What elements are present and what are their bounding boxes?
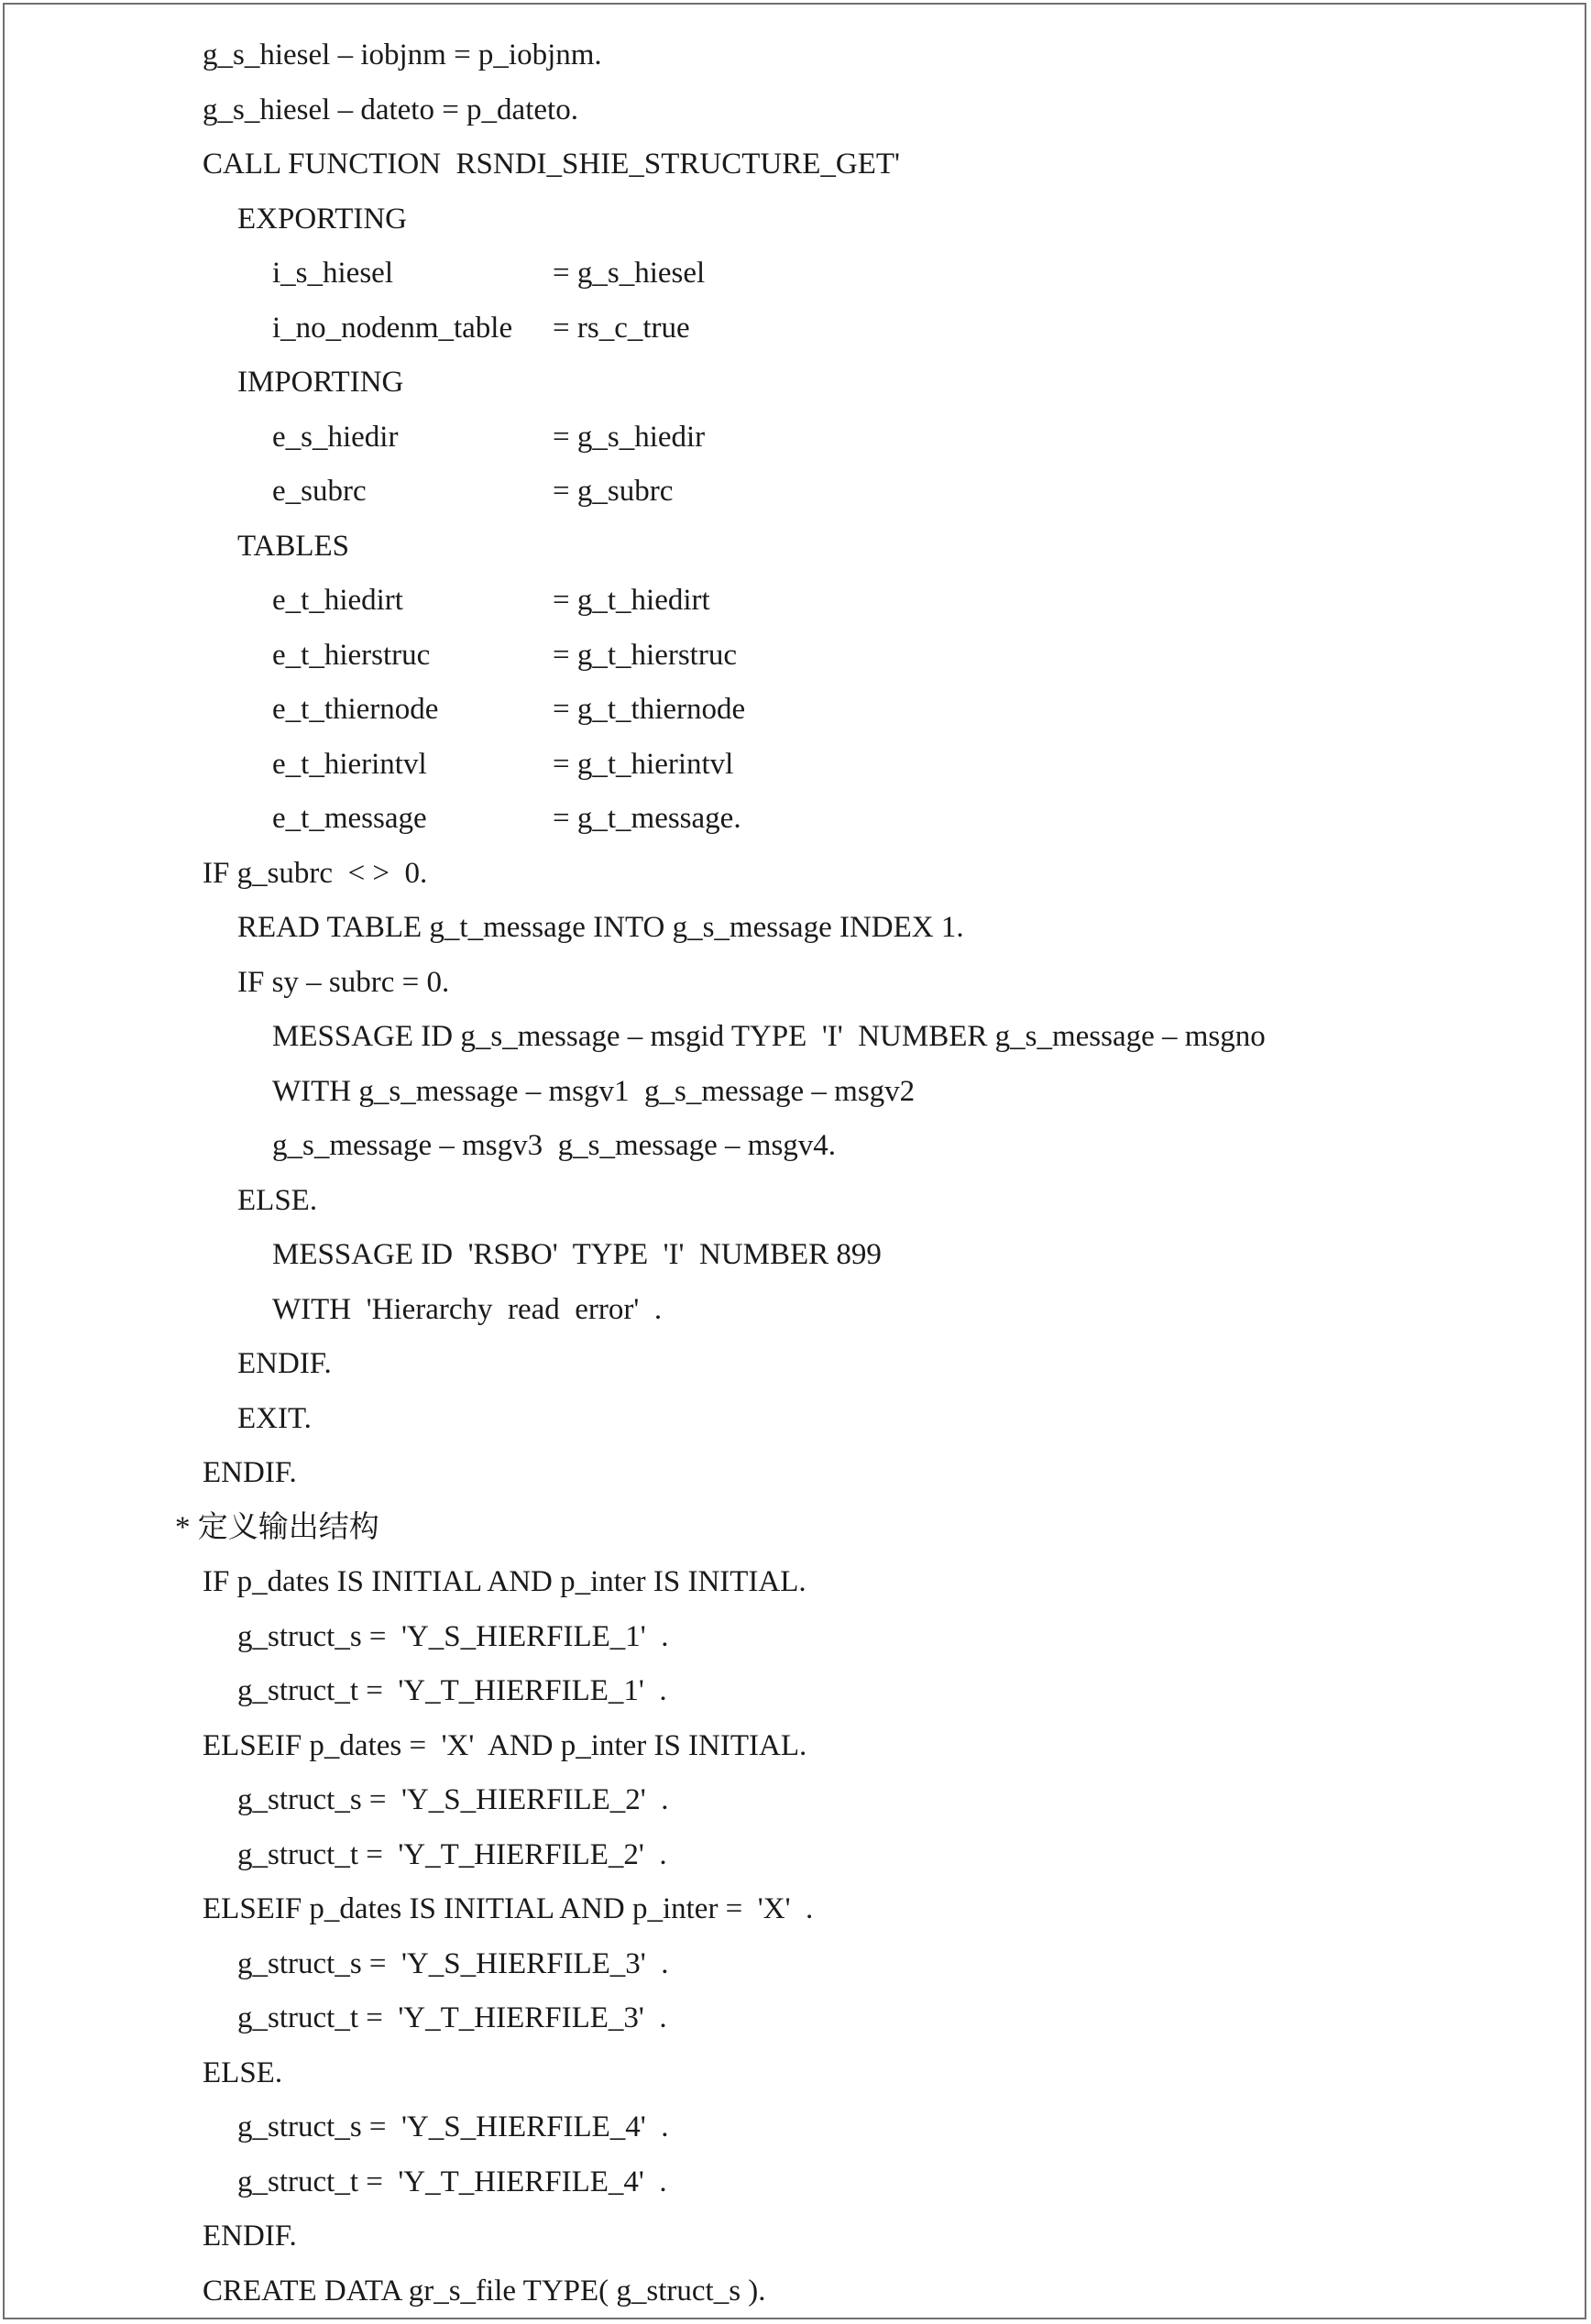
param-value: = g_subrc: [553, 475, 674, 508]
code-line: MESSAGE ID 'RSBO' TYPE 'I' NUMBER 899: [272, 1238, 882, 1271]
param-name: e_t_thiernode: [272, 693, 439, 726]
code-line: IF p_dates IS INITIAL AND p_inter IS INITIAL.: [203, 1565, 806, 1598]
param-value: = g_s_hiedir: [553, 421, 706, 454]
code-line: IF sy – subrc = 0.: [237, 966, 450, 999]
param-value: = g_t_hierintvl: [553, 748, 734, 781]
code-line: [272, 247, 705, 301]
code-comment: * 定义输出结构: [175, 1511, 379, 1544]
code-line: ELSE.: [237, 1184, 318, 1217]
page-frame: [3, 3, 1586, 2319]
code-line: TABLES: [237, 530, 350, 563]
code-line: EXPORTING: [237, 203, 408, 236]
code-line: IF g_subrc < > 0.: [203, 857, 428, 890]
code-line: ELSE.: [203, 2056, 283, 2089]
code-line: g_struct_s = 'Y_S_HIERFILE_2' .: [237, 1783, 669, 1816]
param-name: e_t_message: [272, 802, 427, 835]
code-line: [272, 738, 733, 793]
param-value: = g_t_message.: [553, 802, 741, 835]
code-line: g_struct_t = 'Y_T_HIERFILE_4' .: [237, 2165, 667, 2198]
code-line: [272, 411, 705, 466]
code-line: EXIT.: [237, 1402, 312, 1435]
param-name: i_s_hiesel: [272, 257, 393, 290]
param-name: e_subrc: [272, 475, 367, 508]
code-line: g_s_message – msgv3 g_s_message – msgv4.: [272, 1129, 837, 1162]
param-value: = g_t_thiernode: [553, 693, 746, 726]
code-line: g_struct_s = 'Y_S_HIERFILE_1' .: [237, 1620, 669, 1653]
code-line: ELSEIF p_dates IS INITIAL AND p_inter = 'X' .: [203, 1892, 814, 1925]
code-line: ENDIF.: [237, 1347, 332, 1380]
code-line: g_s_hiesel – iobjnm = p_iobjnm.: [203, 38, 602, 71]
code-line: [272, 683, 745, 738]
code-line: ENDIF.: [203, 2220, 297, 2253]
code-line: [272, 465, 673, 520]
code-line: g_struct_s = 'Y_S_HIERFILE_3' .: [237, 1947, 669, 1980]
code-line: MESSAGE ID g_s_message – msgid TYPE 'I' NUMBER g_s_message – msgno: [272, 1020, 1266, 1053]
code-line: WITH g_s_message – msgv1 g_s_message – msgv2: [272, 1075, 916, 1108]
code-line: g_struct_t = 'Y_T_HIERFILE_2' .: [237, 1838, 667, 1871]
param-value: = g_t_hierstruc: [553, 639, 737, 672]
code-line: [272, 792, 741, 847]
code-line: WITH 'Hierarchy read error' .: [272, 1293, 663, 1326]
code-line: READ TABLE g_t_message INTO g_s_message INDEX 1.: [237, 911, 964, 944]
param-value: = g_t_hiedirt: [553, 584, 710, 617]
code-line: g_struct_s = 'Y_S_HIERFILE_4' .: [237, 2110, 669, 2143]
code-line: IMPORTING: [237, 366, 404, 399]
code-line: CREATE DATA gr_s_file TYPE( g_struct_s ).: [203, 2275, 766, 2308]
code-line: ELSEIF p_dates = 'X' AND p_inter IS INITIAL.: [203, 1729, 807, 1762]
code-line: g_struct_t = 'Y_T_HIERFILE_3' .: [237, 2001, 667, 2034]
param-name: e_t_hierintvl: [272, 748, 427, 781]
code-line: ENDIF.: [203, 1456, 297, 1489]
code-line: CALL FUNCTION RSNDI_SHIE_STRUCTURE_GET': [203, 148, 900, 181]
param-name: e_t_hierstruc: [272, 639, 431, 672]
code-line: g_struct_t = 'Y_T_HIERFILE_1' .: [237, 1674, 667, 1707]
code-line: [272, 301, 690, 356]
param-name: e_s_hiedir: [272, 421, 399, 454]
param-value: = rs_c_true: [553, 312, 690, 345]
param-value: = g_s_hiesel: [553, 257, 706, 290]
code-line: [272, 629, 737, 684]
code-line: g_s_hiesel – dateto = p_dateto.: [203, 93, 578, 126]
param-name: e_t_hiedirt: [272, 584, 403, 617]
param-name: i_no_nodenm_table: [272, 312, 513, 345]
code-line: [272, 574, 710, 629]
